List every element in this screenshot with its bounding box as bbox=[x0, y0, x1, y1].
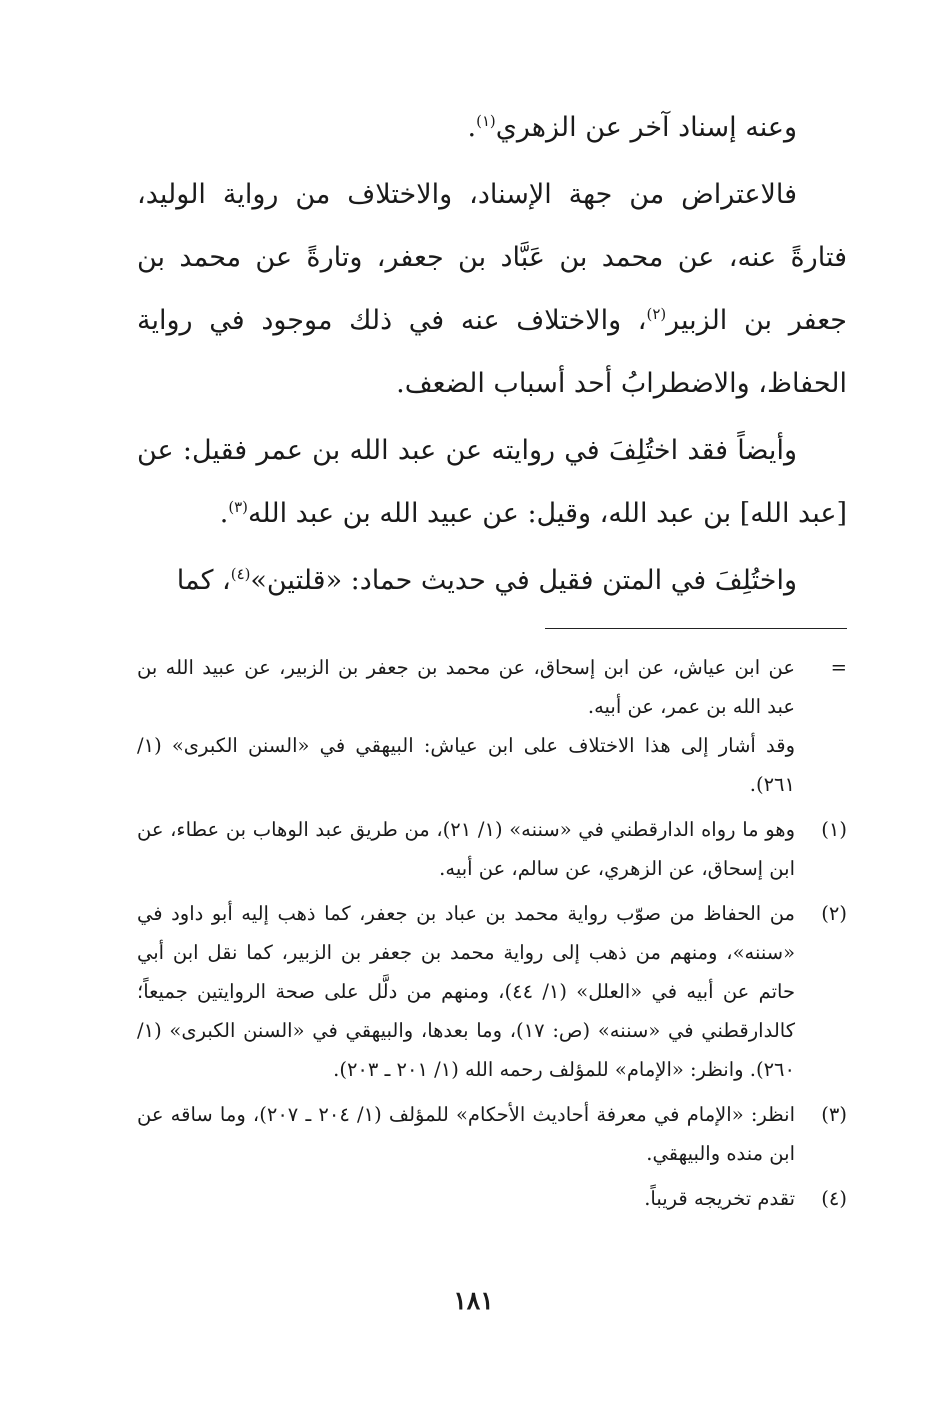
footnote-3 bbox=[137, 1095, 847, 1173]
footnote-4-text: تقدم تخريجه قريباً. bbox=[644, 1187, 795, 1210]
page-number: ١٨١ bbox=[453, 1286, 494, 1315]
footnote-continued bbox=[137, 648, 847, 804]
footnote-1-marker: (١) bbox=[821, 818, 847, 841]
footnotes bbox=[137, 648, 847, 1224]
paragraph-3-text: وأيضاً فقد اختُلِفَ في روايته عن عبد الله بن عمر فقيل: عن [عبد الله] بن عبد الله، وقيل: عن عبيد الله بن عبد الله bbox=[137, 435, 847, 529]
paragraph-3 bbox=[137, 419, 847, 545]
footnote-2 bbox=[137, 894, 847, 1089]
footnote-2-marker: (٢) bbox=[821, 902, 847, 925]
footnote-3-marker: (٣) bbox=[821, 1103, 847, 1126]
paragraph-4-text-a: واختُلِفَ في المتن فقيل في حديث حماد: «قلتين» bbox=[250, 565, 797, 596]
footnote-separator bbox=[545, 628, 847, 629]
paragraph-1-text: وعنه إسناد آخر عن الزهري bbox=[495, 112, 797, 143]
footnote-continued-line-1: عن ابن عياش، عن ابن إسحاق، عن محمد بن جعفر بن الزبير، عن عبيد الله بن عبد الله بن عمر، عن أبيه. bbox=[137, 656, 795, 718]
footnote-ref-1: (١) bbox=[476, 112, 496, 130]
footnote-continued-line-2: وقد أشار إلى هذا الاختلاف على ابن عياش: البيهقي في «السنن الكبرى» (١/ ٢٦١). bbox=[137, 734, 795, 796]
footnote-ref-3: (٣) bbox=[228, 498, 248, 516]
paragraph-2-text-b: ، والاختلاف عنه في ذلك موجود في رواية الحفاظ، والاضطرابُ أحد أسباب الضعف. bbox=[137, 305, 847, 399]
footnote-continued-marker: = bbox=[830, 656, 847, 679]
footnote-3-text: انظر: «الإمام في معرفة أحاديث الأحكام» للمؤلف (١/ ٢٠٤ ـ ٢٠٧)، وما ساقه عن ابن منده والبيهقي. bbox=[137, 1103, 795, 1165]
paragraph-4 bbox=[137, 549, 847, 612]
paragraph-3-end: . bbox=[219, 498, 229, 529]
footnote-4 bbox=[137, 1179, 847, 1218]
footnote-2-text: من الحفاظ من صوّب رواية محمد بن عباد بن جعفر، كما ذهب إليه أبو داود في «سننه»، ومنهم من ذهب إلى رواية محمد بن جعفر بن الزبير، كما نقل ابن أبي حاتم عن أبيه في «العلل» (١/ ٤٤)، ومنهم من دلَّل على صحة الروايتين جميعاً؛ كالدارقطني في «سننه» (ص: ١٧)، وما بعدها، والبيهقي في «السنن الكبرى» (١/ ٢٦٠). وانظر: «الإمام» للمؤلف رحمه الله (١/ ٢٠١ ـ ٢٠٣). bbox=[137, 902, 795, 1081]
footnote-1 bbox=[137, 810, 847, 888]
paragraph-2 bbox=[137, 163, 847, 415]
footnote-ref-4: (٤) bbox=[230, 565, 251, 583]
main-text bbox=[137, 96, 847, 616]
footnote-1-text: وهو ما رواه الدارقطني في «سننه» (١/ ٢١)، من طريق عبد الوهاب بن عطاء، عن ابن إسحاق، عن الزهري، عن سالم، عن أبيه. bbox=[137, 818, 796, 880]
paragraph-2-text-a: فالاعتراض من جهة الإسناد، والاختلاف من رواية الوليد، فتارةً عنه، عن محمد بن عَبَّاد بن جعفر، وتارةً عن محمد بن جعفر بن الزبير bbox=[137, 179, 847, 336]
paragraph-1-end: . bbox=[467, 112, 477, 143]
paragraph-4-text-b: ، كما bbox=[176, 565, 231, 596]
paragraph-1 bbox=[137, 96, 847, 159]
footnote-ref-2: (٢) bbox=[646, 305, 667, 323]
footnote-4-marker: (٤) bbox=[821, 1187, 847, 1210]
